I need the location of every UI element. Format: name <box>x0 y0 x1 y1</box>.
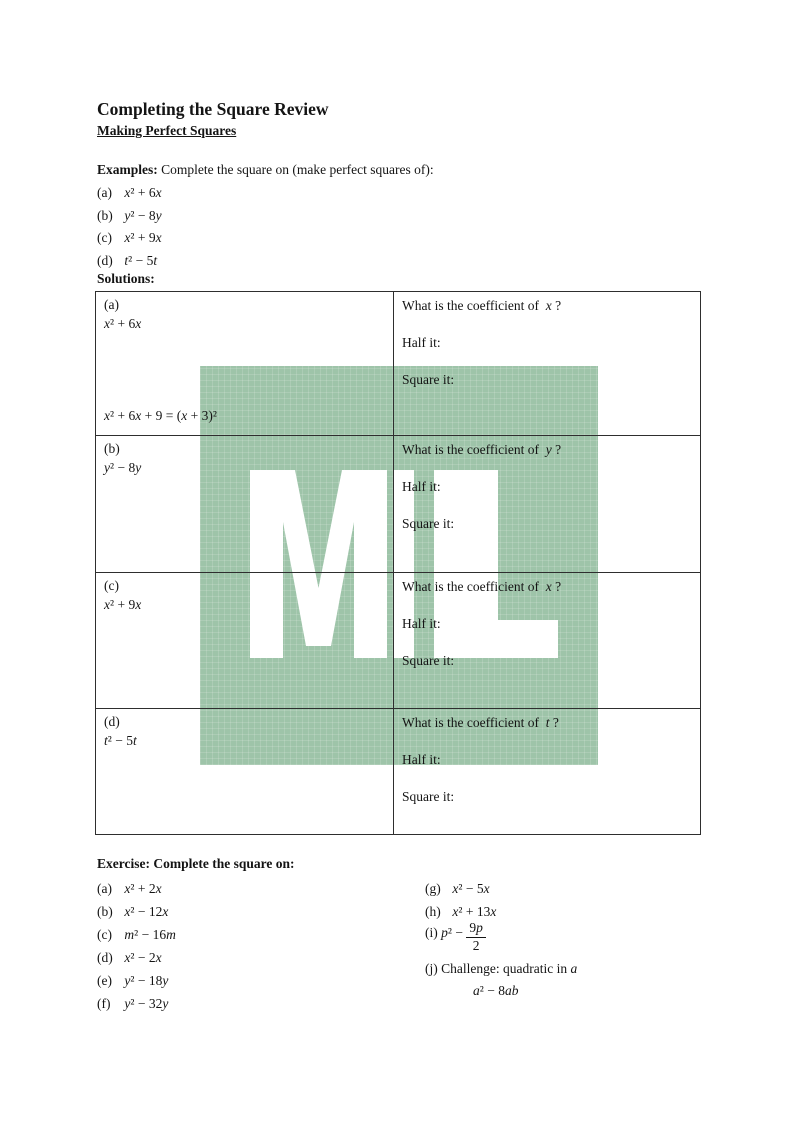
solution-cell <box>96 436 393 572</box>
question-mark: ? <box>555 298 562 313</box>
table-row <box>96 292 700 436</box>
item-tag: (a) <box>97 881 112 896</box>
fraction <box>466 921 486 954</box>
coefficient-question <box>402 442 561 459</box>
challenge-expression: a² − 8ab <box>473 983 519 998</box>
item-expression: x² + 13x <box>452 904 497 919</box>
solutions-table <box>95 291 701 835</box>
solution-cell <box>96 709 393 834</box>
item-expression: x² − 2x <box>124 950 162 965</box>
challenge-variable: a <box>570 961 578 976</box>
item-tag: (f) <box>97 996 111 1011</box>
solutions-label: Solutions: <box>97 271 155 286</box>
exercise-item-challenge <box>425 961 577 978</box>
item-expression: m² − 16m <box>124 927 176 942</box>
fraction-numerator: 9p <box>466 921 486 938</box>
item-tag: (d) <box>97 950 113 965</box>
item-tag: (a) <box>104 297 119 312</box>
item-tag: (d) <box>97 252 113 268</box>
item-expression: y² − 8y <box>124 207 162 223</box>
page-title: Completing the Square Review <box>97 99 329 119</box>
prompt-cell <box>393 292 700 435</box>
half-it-label: Half it: <box>402 479 441 494</box>
exercise-item <box>97 969 176 992</box>
question-variable: y <box>545 442 552 457</box>
solution-expression: x² + 6x + 9 = (x + 3)² <box>104 408 217 423</box>
item-expression: y² − 8y <box>104 460 142 475</box>
square-it-label: Square it: <box>402 653 455 668</box>
fraction-denominator: 2 <box>472 937 480 953</box>
item-expression: x² + 6x <box>124 185 162 200</box>
half-it-label: Half it: <box>402 752 441 767</box>
exercise-item-fraction <box>425 921 486 954</box>
item-tag: (c) <box>104 578 119 593</box>
exercise-item <box>97 946 176 969</box>
item-tag: (b) <box>97 904 113 919</box>
item-tag: (a) <box>97 185 112 200</box>
examples-label: Examples: <box>97 162 158 177</box>
table-row <box>96 709 700 834</box>
solution-cell <box>96 573 393 708</box>
question-mark: ? <box>555 442 562 457</box>
item-tag: (i) <box>425 924 438 940</box>
prompt-cell <box>393 573 700 708</box>
item-expression: x² + 9x <box>124 230 162 245</box>
page-subtitle: Making Perfect Squares <box>97 123 237 138</box>
item-expression: x² + 6x <box>104 316 142 331</box>
examples-intro-text: Complete the square on (make perfect squares of): <box>161 162 434 177</box>
item-tag: (c) <box>97 230 112 245</box>
question-text: What is the coefficient of <box>402 715 539 730</box>
half-it-label: Half it: <box>402 616 441 631</box>
item-tag: (h) <box>425 904 441 919</box>
prompt-cell <box>393 436 700 572</box>
square-it-label: Square it: <box>402 789 455 804</box>
examples-intro <box>97 162 434 179</box>
challenge-text: Challenge: quadratic in <box>441 961 568 976</box>
exercise-heading: Exercise: Complete the square on: <box>97 856 295 871</box>
exercise-right-column <box>425 877 725 998</box>
item-tag: (b) <box>97 207 113 223</box>
table-row <box>96 573 700 709</box>
item-expression: x² − 12x <box>124 904 169 919</box>
item-tag: (j) <box>425 961 438 976</box>
item-tag: (b) <box>104 441 120 456</box>
item-expression: p² − <box>441 924 463 940</box>
item-expression: x² − 5x <box>452 881 490 896</box>
exercise-item <box>97 923 176 946</box>
solution-cell <box>96 292 393 435</box>
half-it-label: Half it: <box>402 335 441 350</box>
exercise-item <box>425 877 725 900</box>
item-tag: (c) <box>97 927 112 942</box>
question-variable: x <box>545 298 552 313</box>
item-expression: y² − 18y <box>124 973 169 988</box>
question-variable: x <box>545 579 552 594</box>
example-item <box>97 205 162 228</box>
item-expression: y² − 32y <box>124 996 169 1011</box>
question-text: What is the coefficient of <box>402 579 539 594</box>
exercise-item <box>97 992 176 1015</box>
item-expression: t² − 5t <box>104 733 137 748</box>
square-it-label: Square it: <box>402 516 455 531</box>
example-item <box>97 227 162 250</box>
question-text: What is the coefficient of <box>402 298 539 313</box>
question-mark: ? <box>552 715 559 730</box>
coefficient-question <box>402 579 561 596</box>
table-row <box>96 436 700 573</box>
example-item <box>97 250 162 273</box>
exercise-item <box>97 877 176 900</box>
item-expression: x² + 9x <box>104 597 142 612</box>
question-variable: t <box>545 715 550 730</box>
example-item <box>97 182 162 205</box>
square-it-label: Square it: <box>402 372 455 387</box>
coefficient-question <box>402 298 561 315</box>
item-expression: x² + 2x <box>124 881 162 896</box>
coefficient-question <box>402 715 559 732</box>
exercise-item <box>97 900 176 923</box>
question-text: What is the coefficient of <box>402 442 539 457</box>
exercise-left-column <box>97 877 176 1015</box>
item-tag: (g) <box>425 881 441 896</box>
question-mark: ? <box>555 579 562 594</box>
item-tag: (e) <box>97 973 112 988</box>
item-tag: (d) <box>104 714 120 729</box>
examples-list <box>97 182 162 272</box>
prompt-cell <box>393 709 700 834</box>
item-expression: t² − 5t <box>124 252 158 268</box>
